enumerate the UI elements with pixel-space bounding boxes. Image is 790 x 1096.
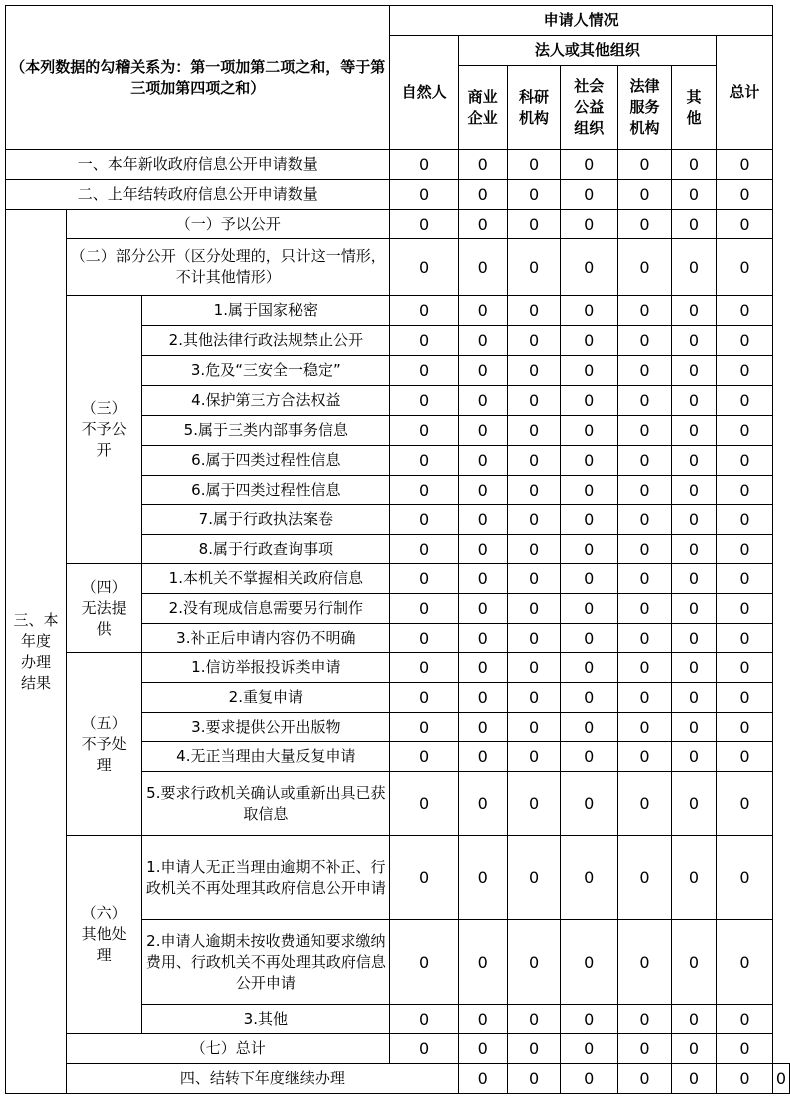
cell-value: 0: [618, 356, 672, 386]
cell-value: 0: [618, 1034, 672, 1064]
cell-value: 0: [458, 1005, 507, 1034]
row-label: （七）总计: [67, 1034, 390, 1064]
cell-value: 0: [618, 772, 672, 836]
cell-value: 0: [507, 180, 561, 210]
cell-value: 0: [561, 713, 618, 742]
cell-value: 0: [507, 416, 561, 446]
row-label: 8.属于行政查询事项: [142, 535, 390, 564]
cell-value: 0: [507, 564, 561, 594]
cell-value: 0: [717, 653, 773, 683]
cell-value: 0: [618, 564, 672, 594]
cell-value: 0: [390, 836, 458, 920]
cell-value: 0: [717, 772, 773, 836]
row-label: 4.保护第三方合法权益: [142, 386, 390, 416]
cell-value: 0: [618, 1064, 672, 1094]
cell-value: 0: [618, 476, 672, 505]
row-label: 7.属于行政执法案卷: [142, 505, 390, 535]
cell-value: 0: [717, 180, 773, 210]
cell-value: 0: [390, 564, 458, 594]
cell-value: 0: [717, 594, 773, 624]
cell-value: 0: [390, 416, 458, 446]
cell-value: 0: [561, 446, 618, 476]
cell-value: 0: [507, 920, 561, 1005]
cell-value: 0: [717, 920, 773, 1005]
cell-value: 0: [507, 476, 561, 505]
cell-value: 0: [618, 1005, 672, 1034]
cell-value: 0: [458, 150, 507, 180]
cell-value: 0: [390, 1005, 458, 1034]
row-label: 2.其他法律行政法规禁止公开: [142, 326, 390, 356]
cell-value: 0: [671, 594, 716, 624]
row-label: 2.申请人逾期未按收费通知要求缴纳费用、行政机关不再处理其政府信息公开申请: [142, 920, 390, 1005]
cell-value: 0: [671, 535, 716, 564]
row-label: 5.属于三类内部事务信息: [142, 416, 390, 446]
cell-value: 0: [507, 1005, 561, 1034]
row-label: 四、结转下年度继续办理: [67, 1064, 459, 1094]
cell-value: 0: [561, 1064, 618, 1094]
cell-value: 0: [458, 713, 507, 742]
cell-value: 0: [717, 535, 773, 564]
cell-value: 0: [458, 742, 507, 772]
group-3-label: （三） 不予公 开: [67, 296, 142, 564]
cell-value: 0: [561, 356, 618, 386]
cell-value: 0: [561, 386, 618, 416]
cell-value: 0: [390, 713, 458, 742]
cell-value: 0: [561, 535, 618, 564]
cell-value: 0: [618, 210, 672, 239]
cell-value: 0: [671, 446, 716, 476]
cell-value: 0: [618, 239, 672, 296]
cell-value: 0: [561, 683, 618, 713]
row-label: 1.本机关不掌握相关政府信息: [142, 564, 390, 594]
cell-value: 0: [458, 505, 507, 535]
cell-value: 0: [390, 210, 458, 239]
cell-value: 0: [390, 356, 458, 386]
cell-value: 0: [671, 653, 716, 683]
cell-value: 0: [618, 624, 672, 653]
section-3-label: 三、本 年度 办理 结果: [6, 210, 67, 1094]
cell-value: 0: [618, 920, 672, 1005]
cell-value: 0: [458, 772, 507, 836]
cell-value: 0: [458, 1064, 507, 1094]
cell-value: 0: [717, 476, 773, 505]
cell-value: 0: [618, 836, 672, 920]
cell-value: 0: [390, 446, 458, 476]
cell-value: 0: [390, 683, 458, 713]
cell-value: 0: [717, 836, 773, 920]
cell-value: 0: [561, 239, 618, 296]
cell-value: 0: [458, 836, 507, 920]
cell-value: 0: [618, 683, 672, 713]
cell-value: 0: [671, 505, 716, 535]
applicant-info-header: 申请人情况: [390, 6, 772, 36]
cell-value: 0: [717, 1005, 773, 1034]
cell-value: 0: [618, 150, 672, 180]
cell-value: 0: [671, 386, 716, 416]
cell-value: 0: [507, 836, 561, 920]
cell-value: 0: [458, 653, 507, 683]
cell-value: 0: [618, 505, 672, 535]
cell-value: 0: [390, 150, 458, 180]
cell-value: 0: [458, 416, 507, 446]
cell-value: 0: [671, 296, 716, 326]
row-label: 6.属于四类过程性信息: [142, 476, 390, 505]
cell-value: 0: [561, 180, 618, 210]
cell-value: 0: [671, 1034, 716, 1064]
cell-value: 0: [390, 476, 458, 505]
cell-value: 0: [717, 1064, 773, 1094]
cell-value: 0: [717, 505, 773, 535]
row-label: 2.重复申请: [142, 683, 390, 713]
cell-value: 0: [507, 446, 561, 476]
cell-value: 0: [618, 446, 672, 476]
cell-value: 0: [458, 180, 507, 210]
row-label: 3.补正后申请内容仍不明确: [142, 624, 390, 653]
cell-value: 0: [458, 920, 507, 1005]
cell-value: 0: [561, 1005, 618, 1034]
cell-value: 0: [618, 653, 672, 683]
cell-value: 0: [671, 356, 716, 386]
row-label: 2.没有现成信息需要另行制作: [142, 594, 390, 624]
cell-value: 0: [458, 296, 507, 326]
cell-value: 0: [458, 535, 507, 564]
cell-value: 0: [507, 150, 561, 180]
cell-value: 0: [717, 742, 773, 772]
cell-value: 0: [671, 1005, 716, 1034]
cell-value: 0: [458, 446, 507, 476]
cell-value: 0: [618, 180, 672, 210]
cell-value: 0: [618, 386, 672, 416]
cell-value: 0: [618, 296, 672, 326]
cell-value: 0: [458, 594, 507, 624]
cell-value: 0: [390, 326, 458, 356]
cell-value: 0: [671, 239, 716, 296]
cell-value: 0: [561, 210, 618, 239]
gov-info-disclosure-table: [5, 5, 790, 1094]
cell-value: 0: [717, 683, 773, 713]
cell-value: 0: [458, 326, 507, 356]
cell-value: 0: [458, 239, 507, 296]
cell-value: 0: [671, 683, 716, 713]
cell-value: 0: [671, 920, 716, 1005]
cell-value: 0: [507, 624, 561, 653]
cell-value: 0: [390, 594, 458, 624]
total-header: 总计: [717, 36, 773, 150]
cell-value: 0: [618, 713, 672, 742]
cell-value: 0: [458, 564, 507, 594]
cell-value: 0: [772, 1064, 789, 1094]
cell-value: 0: [390, 772, 458, 836]
cell-value: 0: [671, 772, 716, 836]
cell-value: 0: [458, 356, 507, 386]
cell-value: 0: [561, 150, 618, 180]
cell-value: 0: [618, 535, 672, 564]
cell-value: 0: [390, 505, 458, 535]
cell-value: 0: [671, 742, 716, 772]
cell-value: 0: [390, 1034, 458, 1064]
group-4-label: （四） 无法提 供: [67, 564, 142, 653]
row-label: 1.申请人无正当理由逾期不补正、行政机关不再处理其政府信息公开申请: [142, 836, 390, 920]
cell-value: 0: [561, 836, 618, 920]
cell-value: 0: [561, 1034, 618, 1064]
cell-value: 0: [390, 653, 458, 683]
row-label: （一）予以公开: [67, 210, 390, 239]
cell-value: 0: [458, 624, 507, 653]
cell-value: 0: [507, 535, 561, 564]
cell-value: 0: [717, 386, 773, 416]
cell-value: 0: [507, 1064, 561, 1094]
cell-value: 0: [671, 713, 716, 742]
cell-value: 0: [561, 594, 618, 624]
row-label: 二、上年结转政府信息公开申请数量: [6, 180, 390, 210]
cell-value: 0: [390, 239, 458, 296]
legal-entities-header: 法人或其他组织: [458, 36, 716, 66]
cell-value: 0: [390, 296, 458, 326]
natural-person-header: 自然人: [390, 36, 458, 150]
cell-value: 0: [507, 1034, 561, 1064]
cell-value: 0: [717, 150, 773, 180]
cell-value: 0: [390, 624, 458, 653]
row-label: 3.要求提供公开出版物: [142, 713, 390, 742]
cell-value: 0: [561, 624, 618, 653]
cell-value: 0: [507, 386, 561, 416]
cell-value: 0: [561, 476, 618, 505]
commercial-header: 商业 企业: [458, 66, 507, 150]
cell-value: 0: [458, 210, 507, 239]
cell-value: 0: [561, 742, 618, 772]
cell-value: 0: [458, 683, 507, 713]
cell-value: 0: [561, 416, 618, 446]
other-header: 其 他: [671, 66, 716, 150]
cell-value: 0: [507, 772, 561, 836]
cell-value: 0: [561, 505, 618, 535]
cell-value: 0: [717, 239, 773, 296]
cell-value: 0: [507, 296, 561, 326]
cell-value: 0: [561, 326, 618, 356]
group-5-label: （五） 不予处 理: [67, 653, 142, 836]
cell-value: 0: [390, 180, 458, 210]
research-header: 科研 机构: [507, 66, 561, 150]
cell-value: 0: [671, 210, 716, 239]
cell-value: 0: [507, 683, 561, 713]
row-label: 1.属于国家秘密: [142, 296, 390, 326]
cell-value: 0: [618, 594, 672, 624]
cell-value: 0: [717, 210, 773, 239]
cell-value: 0: [671, 476, 716, 505]
cell-value: 0: [717, 713, 773, 742]
cell-value: 0: [717, 356, 773, 386]
row-label: （二）部分公开（区分处理的，只计这一情形，不计其他情形）: [67, 239, 390, 296]
cell-value: 0: [458, 476, 507, 505]
cell-value: 0: [507, 713, 561, 742]
cell-value: 0: [671, 1064, 716, 1094]
cell-value: 0: [671, 416, 716, 446]
row-label: 4.无正当理由大量反复申请: [142, 742, 390, 772]
row-label: 一、本年新收政府信息公开申请数量: [6, 150, 390, 180]
row-label: 3.其他: [142, 1005, 390, 1034]
row-label: 5.要求行政机关确认或重新出具已获取信息: [142, 772, 390, 836]
cell-value: 0: [507, 356, 561, 386]
cell-value: 0: [507, 326, 561, 356]
cell-value: 0: [717, 624, 773, 653]
cell-value: 0: [507, 594, 561, 624]
row-label: 3.危及“三安全一稳定”: [142, 356, 390, 386]
cell-value: 0: [717, 564, 773, 594]
cell-value: 0: [671, 150, 716, 180]
cell-value: 0: [618, 742, 672, 772]
legal-service-header: 法律 服务 机构: [618, 66, 672, 150]
cell-value: 0: [561, 653, 618, 683]
cell-value: 0: [458, 386, 507, 416]
cell-value: 0: [717, 446, 773, 476]
social-header: 社会 公益 组织: [561, 66, 618, 150]
cell-value: 0: [507, 653, 561, 683]
cell-value: 0: [561, 772, 618, 836]
cell-value: 0: [390, 535, 458, 564]
cell-value: 0: [618, 326, 672, 356]
cell-value: 0: [717, 326, 773, 356]
row-label: 6.属于四类过程性信息: [142, 446, 390, 476]
cell-value: 0: [390, 386, 458, 416]
cell-value: 0: [390, 920, 458, 1005]
row-label: 1.信访举报投诉类申请: [142, 653, 390, 683]
cell-value: 0: [717, 296, 773, 326]
cell-value: 0: [390, 742, 458, 772]
group-6-label: （六） 其他处 理: [67, 836, 142, 1034]
cell-value: 0: [671, 624, 716, 653]
cell-value: 0: [561, 920, 618, 1005]
cell-value: 0: [561, 296, 618, 326]
table-note-cell: （本列数据的勾稽关系为：第一项加第二项之和，等于第三项加第四项之和）: [6, 6, 390, 150]
cell-value: 0: [671, 326, 716, 356]
cell-value: 0: [507, 742, 561, 772]
cell-value: 0: [507, 239, 561, 296]
cell-value: 0: [717, 1034, 773, 1064]
cell-value: 0: [618, 416, 672, 446]
cell-value: 0: [671, 836, 716, 920]
cell-value: 0: [671, 180, 716, 210]
cell-value: 0: [507, 505, 561, 535]
cell-value: 0: [561, 564, 618, 594]
cell-value: 0: [507, 210, 561, 239]
cell-value: 0: [717, 416, 773, 446]
cell-value: 0: [458, 1034, 507, 1064]
cell-value: 0: [671, 564, 716, 594]
